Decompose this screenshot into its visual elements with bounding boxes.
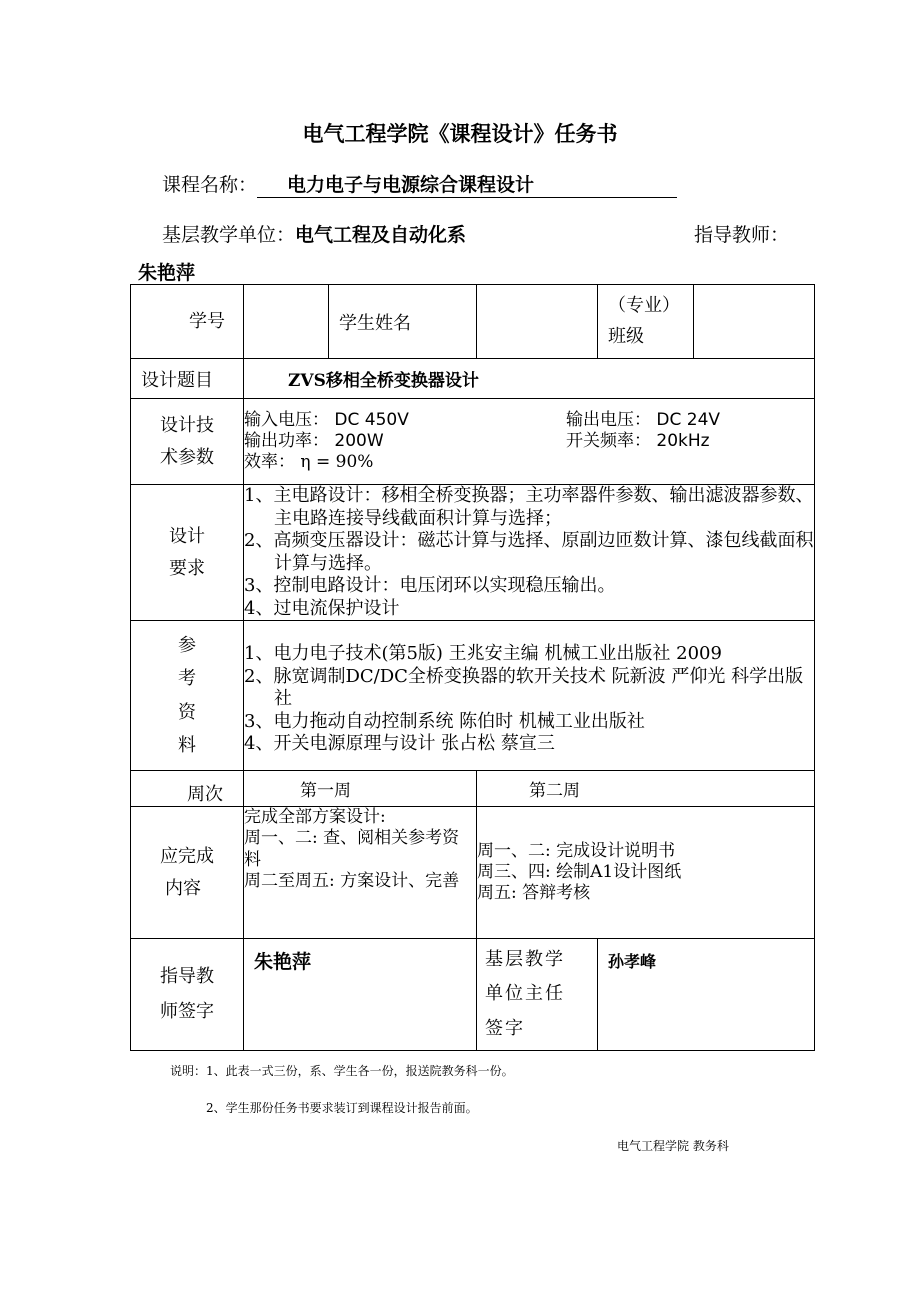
requirement-item: 1、主电路设计：移相全桥变换器；主功率器件参数、输出滤波器参数、主电路连接导线截面积计算与选择； (244, 485, 814, 529)
reference-item: 1、电力电子技术(第5版) 王兆安主编 机械工业出版社 2009 (244, 643, 722, 665)
requirements-label-b: 要求 (169, 557, 205, 579)
class-label-b: 班级 (608, 325, 644, 347)
week1-header: 第一周 (244, 771, 477, 807)
content-label (131, 807, 244, 939)
weeks-label: 周次 (131, 771, 244, 807)
requirement-item: 2、高频变压器设计：磁芯计算与选择、原副边匝数计算、漆包线截面积计算与选择。 (244, 530, 814, 574)
input-voltage: 输入电压： DC 450V (244, 409, 409, 430)
teacher-signature-label (131, 939, 244, 1051)
topic-label: 设计题目 (131, 359, 244, 399)
week1-content (244, 807, 477, 939)
student-id-label: 学号 (131, 285, 244, 359)
requirements-list (244, 485, 815, 621)
teacher-label: 指导教师： (694, 224, 790, 246)
note-2: 2、学生那份任务书要求装订到课程设计报告前面。 (206, 1101, 478, 1115)
references-label-char: 资 (178, 701, 196, 723)
student-name-value[interactable] (477, 285, 598, 359)
director-label-c: 签字 (485, 1017, 525, 1039)
efficiency: 效率： η = 90% (244, 452, 374, 473)
references-label-char: 料 (178, 734, 196, 756)
references-label (131, 621, 244, 771)
director-signature-label (477, 939, 598, 1051)
signature-row (131, 939, 815, 1051)
tech-row (131, 399, 815, 485)
tech-label-b: 术参数 (160, 446, 214, 468)
director-label-a: 基层教学 (485, 949, 565, 971)
note-1: 说明：1、此表一式三份，系、学生各一份，报送院教务科一份。 (170, 1064, 514, 1078)
topic-row (131, 359, 815, 399)
course-label: 课程名称： (162, 174, 258, 196)
task-table (130, 284, 815, 1051)
student-row (131, 285, 815, 359)
week2-content-line: 周一、二: 完成设计说明书 (477, 840, 676, 861)
director-signature: 孙孝峰 (598, 939, 815, 1051)
content-label-b: 内容 (165, 877, 201, 899)
tech-label-a: 设计技 (160, 415, 214, 436)
requirements-label-a: 设计 (169, 526, 205, 547)
teacher-signature-label-a: 指导教 (160, 966, 214, 988)
teacher-signature-label-b: 师签字 (160, 1000, 214, 1022)
reference-item: 2、脉宽调制DC/DC全桥变换器的软开关技术 阮新波 严仰光 科学出版社 (244, 665, 804, 710)
tech-params (244, 399, 815, 485)
switch-frequency: 开关频率： 20kHz (566, 430, 710, 451)
teacher-name: 朱艳萍 (138, 262, 196, 284)
week2-content-line: 周五: 答辩考核 (477, 883, 591, 904)
weeks-row (131, 771, 815, 807)
unit-name: 电气工程及自动化系 (295, 224, 467, 246)
student-id-value[interactable] (244, 285, 329, 359)
director-label-b: 单位主任 (485, 983, 565, 1005)
week2-content (477, 807, 815, 939)
topic-value: ZVS移相全桥变换器设计 (244, 359, 815, 399)
class-label-a: （专业） (608, 294, 680, 316)
references-label-char: 考 (178, 668, 196, 690)
student-name-label: 学生姓名 (329, 285, 477, 359)
output-power: 输出功率： 200W (244, 430, 384, 451)
content-label-a: 应完成 (160, 846, 214, 867)
output-voltage: 输出电压： DC 24V (566, 409, 721, 430)
footer-office: 电气工程学院 教务科 (617, 1139, 729, 1153)
references-row (131, 621, 815, 771)
requirement-item: 4、过电流保护设计 (244, 597, 400, 619)
class-value[interactable] (694, 285, 815, 359)
week2-header: 第二周 (477, 771, 815, 807)
reference-item: 4、开关电源原理与设计 张占松 蔡宣三 (244, 733, 555, 755)
course-name: 电力电子与电源综合课程设计 (257, 170, 677, 198)
week1-content-line: 周一、二: 查、阅相关参考资料 (244, 828, 460, 870)
tech-label (131, 399, 244, 485)
requirements-label (131, 485, 244, 621)
week2-content-line: 周三、四: 绘制A1设计图纸 (477, 861, 682, 882)
unit-label: 基层教学单位： (162, 224, 296, 246)
week1-content-line: 完成全部方案设计: (244, 807, 386, 827)
content-row (131, 807, 815, 939)
teacher-signature: 朱艳萍 (244, 939, 477, 1051)
requirement-item: 3、控制电路设计：电压闭环以实现稳压输出。 (244, 575, 616, 596)
week1-content-line: 周二至周五: 方案设计、完善 (244, 870, 460, 891)
page-title: 电气工程学院《课程设计》任务书 (302, 121, 618, 146)
references-list (244, 621, 815, 771)
references-label-char: 参 (178, 634, 196, 656)
course-line (162, 170, 677, 198)
requirements-row (131, 485, 815, 621)
reference-item: 3、电力拖动自动控制系统 陈伯时 机械工业出版社 (244, 710, 645, 732)
class-label (598, 285, 694, 359)
unit-line (162, 220, 466, 247)
